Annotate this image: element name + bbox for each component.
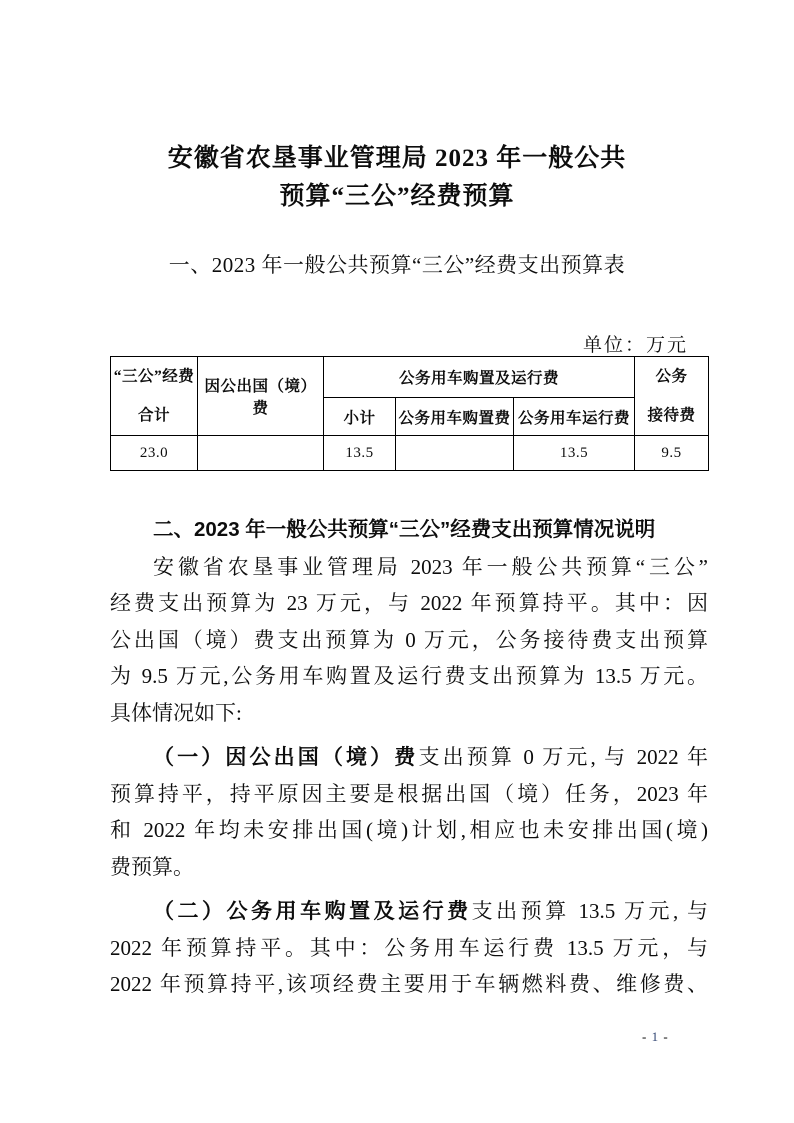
body-line: 预算持平，持平原因主要是根据出国（境）任务，2023 年 (110, 781, 708, 806)
body-line: 安徽省农垦事业管理局 2023 年一般公共预算“三公” (153, 554, 708, 579)
cell-vehicle-operation-value: 13.5 (514, 436, 635, 471)
section1-heading: 一、2023 年一般公共预算“三公”经费支出预算表 (168, 253, 626, 277)
page-number (642, 1029, 669, 1045)
body-line: 和 2022 年均未安排出国(境)计划,相应也未安排出国(境) (110, 818, 708, 842)
header-sangong-total-line2: 合计 (137, 407, 170, 424)
body-line (110, 893, 708, 930)
paragraph-overview (110, 549, 708, 732)
header-sangong-total-line1: “三公”经费 (113, 368, 195, 385)
cell-abroad-value (198, 436, 324, 471)
header-vehicle-operation: 公务用车运行费 (514, 398, 635, 436)
section2-heading: 二、2023 年一般公共预算“三公”经费支出预算情况说明 (153, 518, 656, 541)
body-line (110, 739, 708, 776)
header-vehicle-group: 公务用车购置及运行费 (324, 357, 635, 398)
cell-total-value: 23.0 (111, 436, 198, 471)
unit-label: 单位：万元 (582, 335, 688, 356)
table-data-row (111, 436, 709, 471)
body-line-text: 支出预算 13.5 万元, 与 (471, 899, 709, 923)
body-text (110, 512, 708, 1003)
body-line: 2022 年预算持平。其中：公务用车运行费 13.5 万元，与 (110, 935, 708, 960)
paragraph-abroad-fee-bold: （一）因公出国（境）费 (153, 745, 419, 769)
header-reception-line2: 接待费 (647, 407, 696, 424)
cell-vehicle-purchase-value (396, 436, 514, 471)
body-line: 公出国（境）费支出预算为 0 万元，公务接待费支出预算 (110, 627, 708, 652)
budget-table (110, 356, 709, 471)
cell-reception-value: 9.5 (635, 436, 709, 471)
document-title-line-1: 安徽省农垦事业管理局 2023 年一般公共 (167, 145, 627, 172)
paragraph-vehicle-fee-bold: （二）公务用车购置及运行费 (153, 899, 472, 923)
body-line: 2022 年预算持平,该项经费主要用于车辆燃料费、维修费、 (110, 972, 708, 996)
body-line-text: 支出预算 0 万元, 与 2022 年 (418, 745, 709, 769)
header-abroad-fee: 因公出国（境）费 (198, 357, 324, 436)
body-line: 费预算。 (110, 854, 194, 879)
paragraph-vehicle-fee (110, 893, 708, 1003)
body-line: 具体情况如下: (110, 700, 242, 725)
document-title (0, 140, 794, 216)
header-reception-fee (635, 357, 709, 436)
header-reception-line1: 公务 (655, 368, 688, 385)
paragraph-abroad-fee (110, 739, 708, 885)
body-line: 经费支出预算为 23 万元，与 2022 年预算持平。其中：因 (110, 591, 708, 615)
page-number-prefix: - (642, 1029, 652, 1044)
header-sangong-total (111, 357, 198, 436)
document-title-line-2: 预算“三公”经费预算 (279, 183, 515, 210)
header-vehicle-purchase: 公务用车购置费 (396, 398, 514, 436)
page-number-value: 1 (651, 1029, 660, 1044)
body-line: 为 9.5 万元,公务用车购置及运行费支出预算为 13.5 万元。 (110, 664, 708, 688)
header-subtotal: 小计 (324, 398, 396, 436)
cell-subtotal-value: 13.5 (324, 436, 396, 471)
page-number-suffix: - (659, 1029, 669, 1044)
